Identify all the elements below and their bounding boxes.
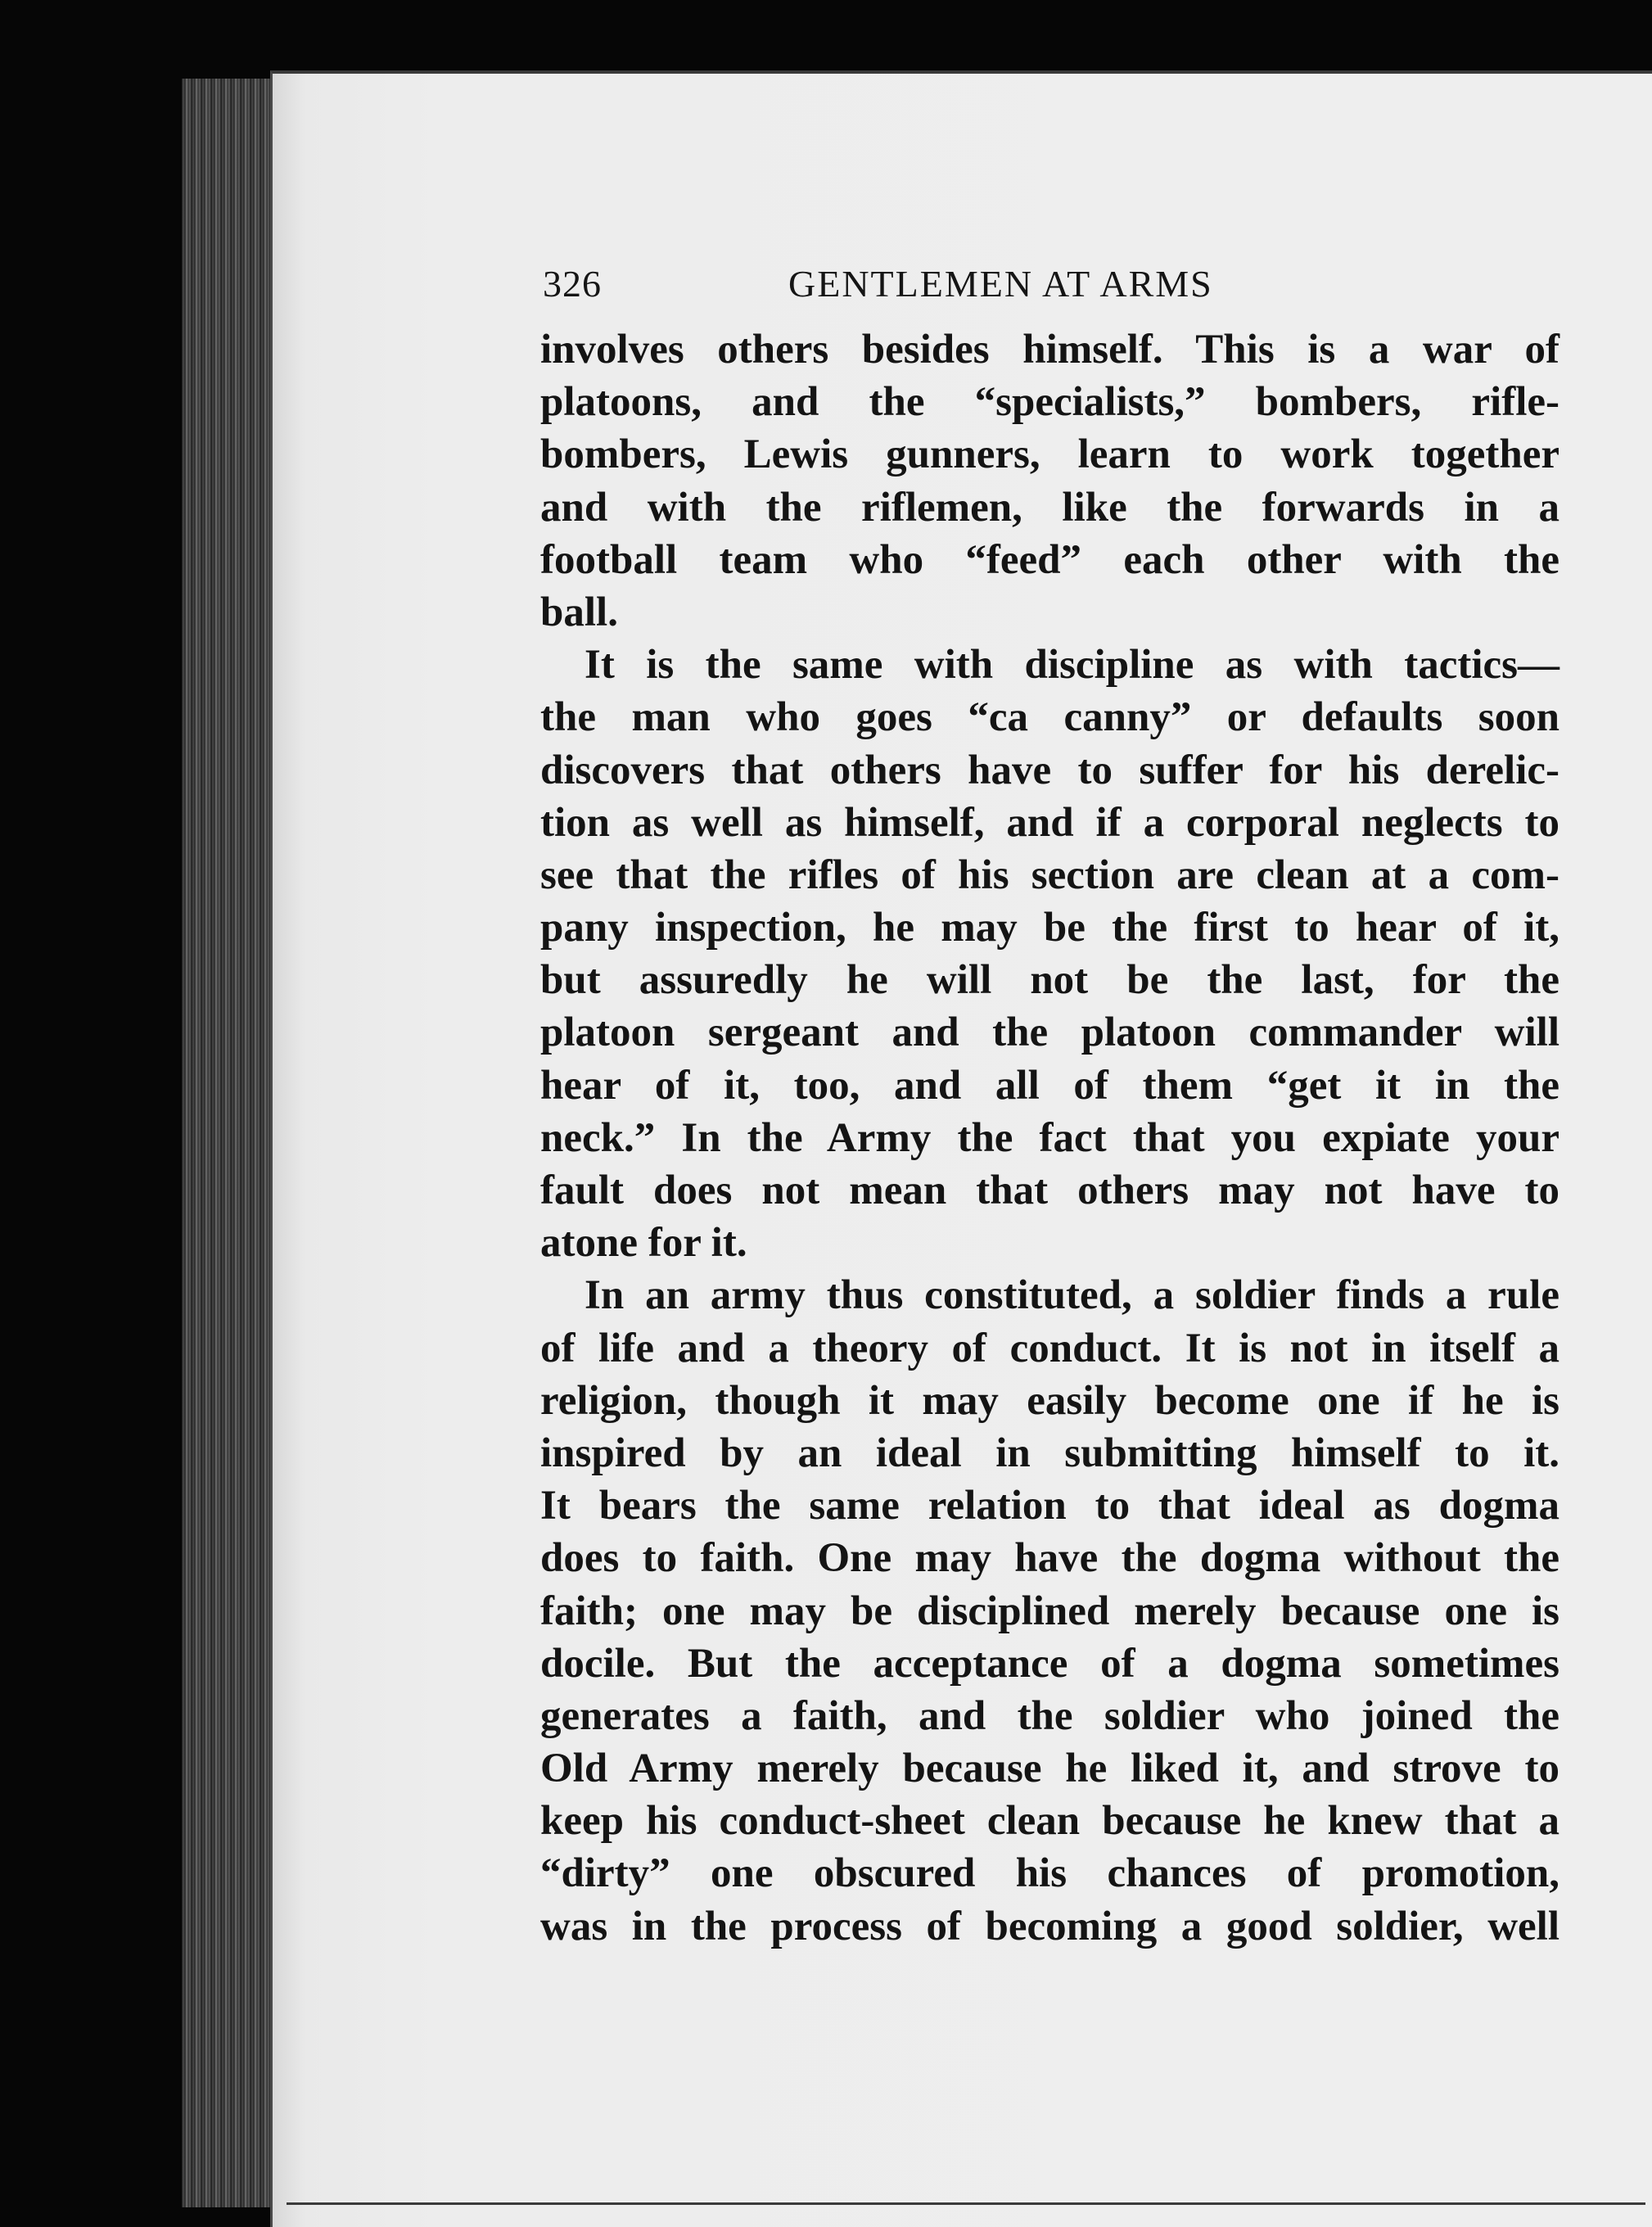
- text-line: generates a faith, and the soldier who joined the: [540, 1692, 1559, 1739]
- text-line: discovers that others have to suffer for his derelic-: [540, 747, 1559, 793]
- text-line: platoons, and the “specialists,” bombers, rifle-: [540, 379, 1559, 426]
- body-text: [540, 323, 1559, 1953]
- text-line: of life and a theory of conduct. It is not in itself a: [540, 1325, 1559, 1371]
- text-line: ball.: [540, 589, 618, 635]
- text-line: bombers, Lewis gunners, learn to work together: [540, 431, 1559, 478]
- text-line: Old Army merely because he liked it, and strove to: [540, 1746, 1559, 1792]
- text-line: football team who “feed” each other with the: [540, 536, 1559, 583]
- text-line: In an army thus constituted, a soldier finds a rule: [585, 1272, 1559, 1319]
- text-line: and with the riflemen, like the forwards in a: [540, 484, 1559, 531]
- text-line: atone for it.: [540, 1220, 747, 1267]
- text-line: does to faith. One may have the dogma without the: [540, 1535, 1559, 1582]
- running-title: GENTLEMEN AT ARMS: [788, 263, 1213, 305]
- text-line: inspired by an ideal in submitting himself to it.: [540, 1430, 1559, 1476]
- text-line: It is the same with discipline as with tactics—: [585, 642, 1559, 689]
- book-page-edges: [182, 79, 280, 2207]
- text-line: neck.” In the Army the fact that you expiate your: [540, 1114, 1559, 1161]
- text-line: involves others besides himself. This is a war of: [540, 327, 1559, 373]
- text-line: fault does not mean that others may not have to: [540, 1168, 1559, 1213]
- text-line: religion, though it may easily become one if he is: [540, 1377, 1559, 1424]
- text-line: tion as well as himself, and if a corporal neglects to: [540, 799, 1559, 846]
- text-line: docile. But the acceptance of a dogma sometimes: [540, 1640, 1559, 1687]
- text-line: faith; one may be disciplined merely because one is: [540, 1588, 1559, 1634]
- text-line: see that the rifles of his section are clean at a com-: [540, 852, 1559, 898]
- text-line: platoon sergeant and the platoon commander will: [540, 1010, 1559, 1056]
- text-line: was in the process of becoming a good soldier, well: [540, 1903, 1559, 1949]
- text-line: hear of it, too, and all of them “get it in the: [540, 1062, 1559, 1109]
- page-bottom-edge: [287, 2202, 1645, 2205]
- text-line: pany inspection, he may be the first to hear of it,: [540, 905, 1559, 951]
- text-line: the man who goes “ca canny” or defaults soon: [540, 694, 1559, 741]
- text-line: but assuredly he will not be the last, for the: [540, 957, 1559, 1004]
- text-line: “dirty” one obscured his chances of promotion,: [540, 1850, 1559, 1897]
- text-line: keep his conduct-sheet clean because he knew that a: [540, 1798, 1559, 1845]
- page-number: 326: [543, 263, 602, 305]
- text-line: It bears the same relation to that ideal as dogma: [540, 1483, 1559, 1529]
